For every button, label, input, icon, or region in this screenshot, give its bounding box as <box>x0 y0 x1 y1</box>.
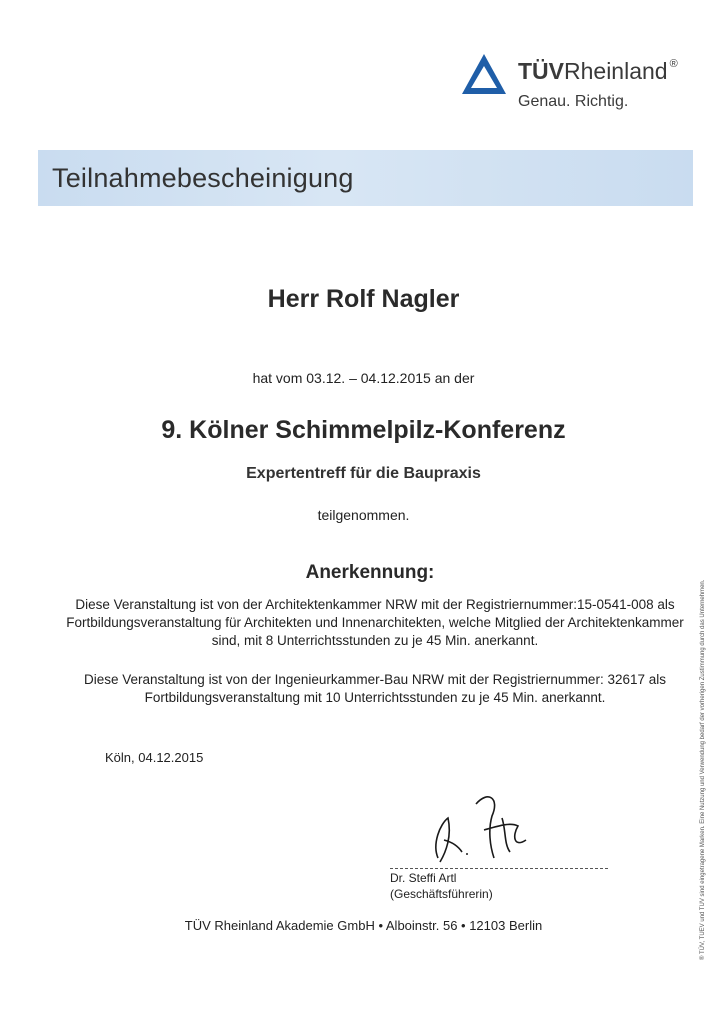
signature <box>418 788 538 868</box>
footer-address: TÜV Rheinland Akademie GmbH • Alboinstr. 56 • 12103 Berlin <box>184 918 543 933</box>
participated-text: teilgenommen. <box>317 507 410 523</box>
signature-line <box>390 868 608 869</box>
place-date: Köln, 04.12.2015 <box>105 750 204 765</box>
date-line: hat vom 03.12. – 04.12.2015 an der <box>252 370 475 386</box>
event-title: 9. Kölner Schimmelpilz-Konferenz <box>161 416 566 444</box>
logo-brand: TÜVRheinland ® <box>518 58 678 84</box>
title-band <box>38 150 693 206</box>
signer-name: Dr. Steffi Artl <box>390 871 457 885</box>
recognition-paragraph-1: Diese Veranstaltung ist von der Architektenkammer NRW mit der Registriernummer:15-0541-008 als Fortbildungsveranstaltung für Architekten und Innenarchitekten, welche Mitglied der Architektenkammer sind, mit 8 Unterrichtsstunden zu je 45 Min. anerkannt. <box>66 597 684 648</box>
tuv-rheinland-logo <box>460 52 700 122</box>
certificate-title: Teilnahmebescheinigung <box>52 163 354 193</box>
trademark-note: ® TÜV, TUEV und TUV sind eingetragene Marken. Eine Nutzung und Verwendung bedarf der vorherigen Zustimmung durch das Unternehmen. <box>700 579 706 960</box>
signer-role: (Geschäftsführerin) <box>390 887 493 901</box>
recognition-heading: Anerkennung: <box>305 562 435 583</box>
logo-tagline: Genau. Richtig. <box>518 93 629 110</box>
recognition-paragraph-2: Diese Veranstaltung ist von der Ingenieurkammer-Bau NRW mit der Registriernummer: 32617 als Fortbildungsveranstaltung mit 10 Unterrichtsstunden zu je 45 Min. anerkannt. <box>83 672 666 705</box>
triangle-logo-icon <box>460 52 508 96</box>
event-subtitle: Expertentreff für die Baupraxis <box>246 465 481 482</box>
recipient-name: Herr Rolf Nagler <box>267 285 460 313</box>
